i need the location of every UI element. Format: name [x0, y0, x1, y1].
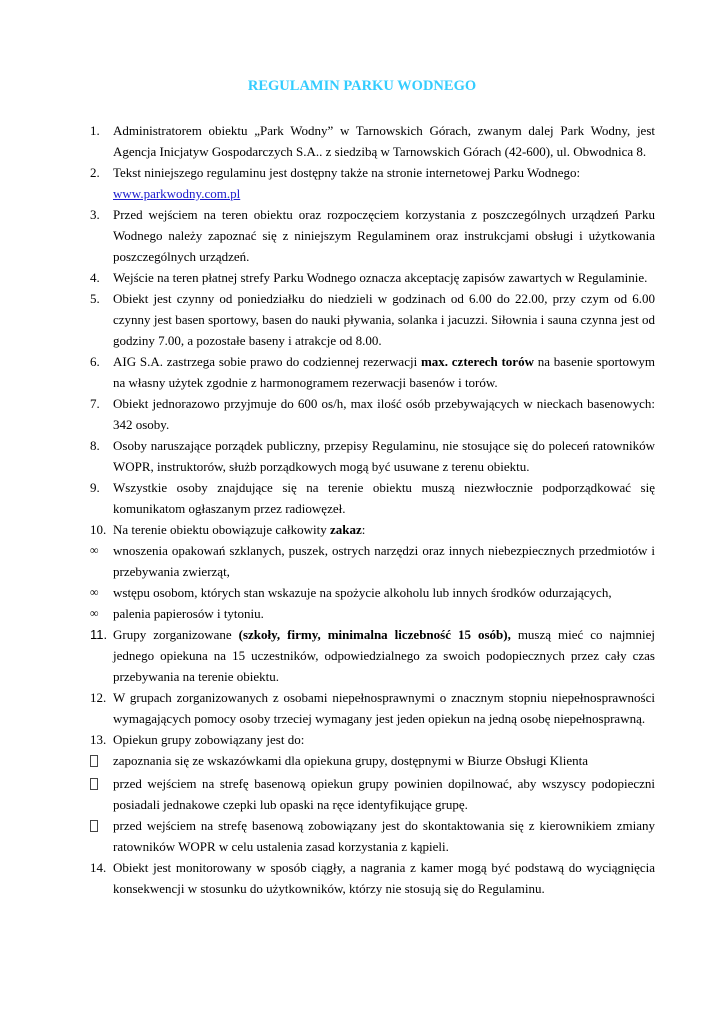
item-number: 6. — [90, 354, 100, 369]
item-number: 7. — [90, 396, 100, 411]
item-text-after: na basenie sportowym na własny użytek zgodnie z harmonogramem rezerwacji basenów i torów. — [113, 354, 655, 390]
box-bullet-icon — [90, 773, 113, 815]
item-text-bold: zakaz — [329, 522, 362, 537]
item-text: palenia papierosów i tytoniu. — [113, 606, 264, 621]
infinity-bullet-icon: ∞ — [90, 606, 99, 620]
list-item — [90, 519, 655, 540]
item-text-before: przed wejściem na strefę basenową opiekun grupy powinien dopilnować, aby wszyscy podopieczni — [113, 776, 655, 791]
list-item — [90, 477, 655, 519]
list-item — [90, 582, 655, 603]
item-text — [113, 624, 655, 687]
item-text: wstępu osobom, których stan wskazuje na spożycie alkoholu lub innych środków odurzających, — [113, 585, 612, 600]
item-text: przed wejściem na strefę basenową zobowiązany jest do skontaktowania się z kierownikiem zmiany ratowników WOPR w celu ustalenia zasad korzystania z kąpieli. — [113, 818, 655, 854]
list-item — [90, 624, 655, 687]
list-item — [90, 603, 655, 624]
item-number: 5. — [90, 291, 100, 306]
item-number: 14. — [90, 860, 107, 875]
list-item — [90, 351, 655, 393]
item-text: Osoby naruszające porządek publiczny, przepisy Regulaminu, nie stosujące się do poleceń ratowników WOPR, instruktorów, służb porządkowych mogą być usuwane z terenu obiektu. — [113, 438, 655, 474]
infinity-bullet-icon: ∞ — [90, 585, 99, 599]
list-item — [90, 857, 655, 899]
regulation-list — [90, 120, 655, 899]
item-text-before: AIG S.A. zastrzega sobie prawo do codziennej rezerwacji — [113, 354, 421, 369]
item-text: Obiekt jest monitorowany w sposób ciągły, a nagrania z kamer mogą być podstawą do wyciągnięcia konsekwencji w stosunku do użytkowników, którzy nie stosują się do Regulaminu. — [113, 860, 655, 896]
item-text-after: muszą mieć co najmniej jednego opiekuna na 15 uczestników, odpowiedzialnego za swoich podopiecznych przez cały czas przebywania na terenie obiektu. — [113, 627, 656, 684]
list-item — [90, 729, 655, 750]
page-title: REGULAMIN PARKU WODNEGO — [247, 77, 477, 94]
list-item — [90, 288, 655, 351]
item-text — [113, 162, 655, 204]
item-text: zapoznania się ze wskazówkami dla opiekuna grupy, dostępnymi w Biurze Obsługi Klienta — [113, 753, 588, 768]
item-text-before: Grupy zorganizowane — [113, 627, 239, 642]
item-text: wnoszenia opakowań szklanych, puszek, ostrych narzędzi oraz innych niebezpiecznych przedmiotów i przebywania zwierząt, — [113, 543, 655, 579]
list-item — [90, 204, 655, 267]
item-text: W grupach zorganizowanych z osobami niepełnosprawnymi o znacznym stopniu niepełnosprawności wymagających pomocy osoby trzeciej wymagany jest jeden opiekun na jedną osobę niepełnosprawną. — [113, 690, 655, 726]
list-item — [90, 162, 655, 204]
item-number: 2. — [90, 165, 100, 180]
list-item — [90, 393, 655, 435]
item-number: 4. — [90, 270, 100, 285]
item-text: Obiekt jednorazowo przyjmuje do 600 os/h, max ilość osób przebywających w nieckach basenowych: 342 osoby. — [113, 396, 655, 432]
item-number: 3. — [90, 207, 100, 222]
item-text-bold: (szkoły, firmy, minimalna liczebność 15 osób), — [238, 627, 511, 642]
list-item — [90, 773, 655, 815]
infinity-bullet-icon: ∞ — [90, 543, 99, 557]
item-number: 12. — [90, 690, 107, 705]
item-number: 1. — [90, 123, 100, 138]
item-text-after: posiadali jednakowe czepki lub opaski na ręce identyfikujące grupę. — [113, 797, 468, 812]
item-text: Wszystkie osoby znajdujące się na terenie obiektu muszą niezwłocznie podporządkować się komunikatom ogłaszanym przez radiowęzeł. — [113, 480, 655, 516]
list-item — [90, 815, 655, 857]
item-text-main: Tekst niniejszego regulaminu jest dostępny także na stronie internetowej Parku Wodnego: — [113, 165, 581, 180]
list-item — [90, 750, 655, 773]
item-number: 13. — [90, 732, 107, 747]
list-item — [90, 120, 655, 162]
box-bullet-icon — [90, 815, 113, 857]
item-text: Przed wejściem na teren obiektu oraz rozpoczęciem korzystania z poszczególnych urządzeń Parku Wodnego należy zapoznać się z niniejszym Regulaminem oraz instrukcjami obsługi i użytkowania poszczególnych urządzeń. — [113, 207, 655, 264]
item-text: Administratorem obiektu „Park Wodny” w Tarnowskich Górach, zwanym dalej Park Wodny, jest Agencja Inicjatyw Gospodarczych S.A.. z siedzibą w Tarnowskich Górach (42-600), ul. Obwodnica 8. — [113, 123, 655, 159]
item-text: Opiekun grupy zobowiązany jest do: — [113, 732, 305, 747]
item-number: 9. — [90, 480, 100, 495]
item-text-bold: max. czterech torów — [420, 354, 534, 369]
item-text-before: Na terenie obiektu obowiązuje całkowity — [113, 522, 330, 537]
item-text: Wejście na teren płatnej strefy Parku Wodnego oznacza akceptację zapisów zawartych w Regulaminie. — [113, 270, 648, 285]
item-text: Obiekt jest czynny od poniedziałku do niedzieli w godzinach od 6.00 do 22.00, przy czym od 6.00 czynny jest basen sportowy, basen do nauki pływania, solanka i jacuzzi. Siłownia i sauna czynna jest od godziny 7.00, a pozostałe baseny i atrakcje od 8.00. — [113, 291, 655, 348]
list-item — [90, 435, 655, 477]
list-item — [90, 540, 655, 582]
website-link[interactable]: www.parkwodny.com.pl — [113, 186, 241, 201]
item-number: 8. — [90, 438, 100, 453]
item-number: 11. — [90, 627, 108, 642]
item-text — [113, 519, 655, 540]
item-text-after: : — [361, 522, 366, 537]
list-item — [90, 267, 655, 288]
list-item — [90, 687, 655, 729]
box-bullet-icon — [90, 750, 113, 773]
item-number: 10. — [90, 522, 107, 537]
item-text — [113, 351, 655, 393]
item-text — [113, 773, 655, 815]
